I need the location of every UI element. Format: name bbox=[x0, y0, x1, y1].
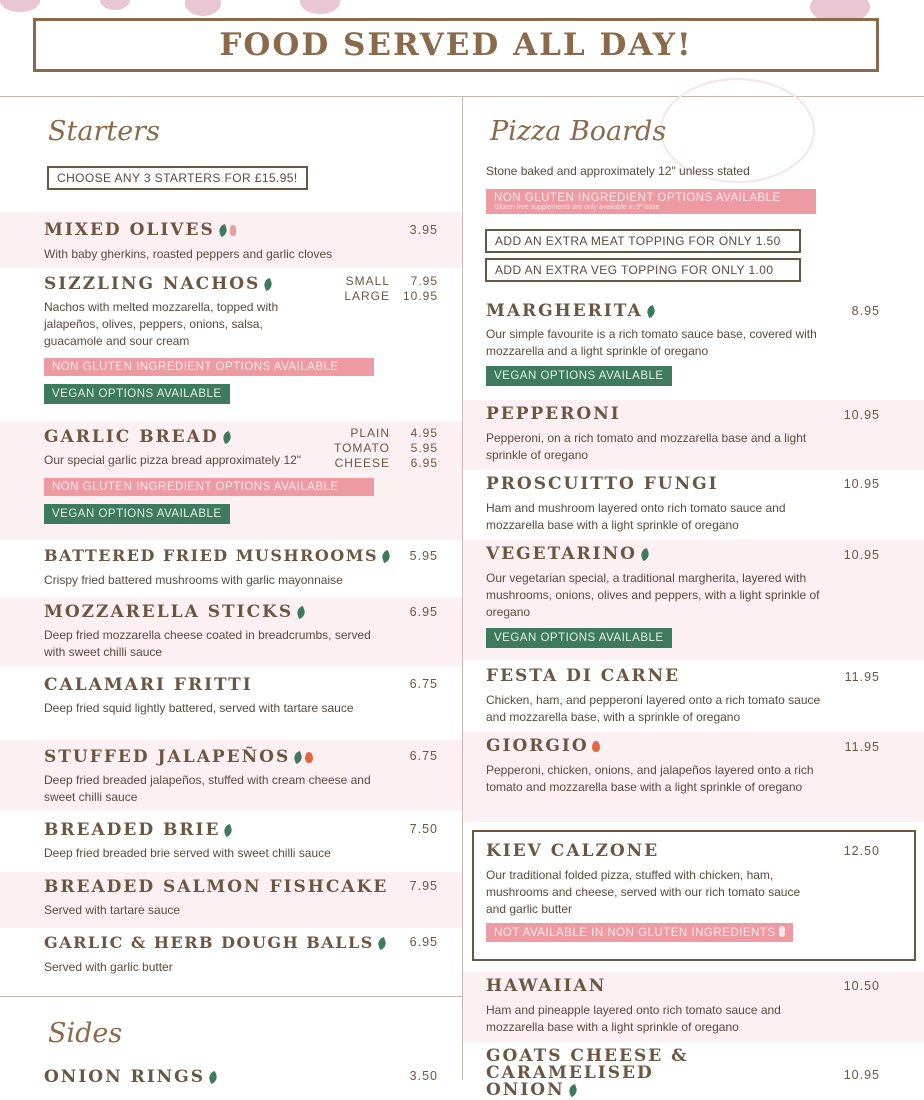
item-price: 12.50 bbox=[843, 844, 880, 858]
vegan-tag: VEGAN OPTIONS AVAILABLE bbox=[486, 366, 672, 386]
non-gluten-tag: NON GLUTEN INGREDIENT OPTIONS AVAILABLE bbox=[44, 478, 374, 496]
item-desc: Ham and pineapple layered onto rich tomato sauce and mozzarella base with a light sprinkle of oregano bbox=[486, 1003, 781, 1034]
starters-title: Starters bbox=[48, 116, 160, 147]
item-price: 10.50 bbox=[843, 979, 880, 993]
leaf-icon bbox=[645, 305, 656, 318]
menu-item bbox=[0, 212, 462, 268]
item-prices: 4.95 5.95 6.95 bbox=[410, 426, 438, 470]
vegan-tag: VEGAN OPTIONS AVAILABLE bbox=[486, 628, 672, 648]
item-price: 3.95 bbox=[409, 223, 438, 237]
item-price: 10.95 bbox=[843, 477, 880, 491]
item-price: 7.50 bbox=[409, 822, 438, 836]
leaf-icon bbox=[639, 548, 650, 561]
item-desc: Our vegetarian special, a traditional margherita, layered with mushrooms, onions, olives and peppers, with a light sprinkle of oregano bbox=[486, 571, 820, 619]
wheat-icon bbox=[230, 225, 236, 236]
item-price: 3.50 bbox=[409, 1069, 438, 1083]
item-desc: Chicken, ham, and pepperoni layered onto a rich tomato sauce and mozzarella base, with a sprinkle of oregano bbox=[486, 693, 821, 724]
item-price: 11.95 bbox=[844, 670, 880, 684]
item-desc: Served with tartare sauce bbox=[44, 903, 181, 917]
menu-item bbox=[0, 666, 462, 740]
menu-item bbox=[463, 1042, 924, 1100]
vegan-tag: VEGAN OPTIONS AVAILABLE bbox=[44, 504, 230, 524]
menu-item bbox=[463, 972, 924, 1042]
menu-item bbox=[0, 1064, 462, 1087]
item-price: 10.95 bbox=[843, 1068, 880, 1082]
item-price: 6.75 bbox=[409, 749, 438, 763]
leaf-icon bbox=[217, 224, 228, 237]
non-gluten-tag: NON GLUTEN INGREDIENT OPTIONS AVAILABLE bbox=[44, 358, 374, 376]
leaf-icon bbox=[293, 751, 304, 764]
item-price: 6.95 bbox=[409, 605, 438, 619]
item-name: BATTERED FRIED MUSHROOMS bbox=[44, 546, 378, 565]
leaf-icon bbox=[380, 550, 391, 563]
leaf-icon bbox=[207, 1071, 218, 1084]
item-desc: Deep fried mozzarella cheese coated in breadcrumbs, served with sweet chilli sauce bbox=[44, 628, 371, 659]
item-desc: Deep fried breaded brie served with sweet chilli sauce bbox=[44, 846, 331, 860]
item-price: 8.95 bbox=[851, 304, 880, 318]
item-price: 6.75 bbox=[409, 677, 438, 691]
leaf-icon bbox=[223, 824, 234, 837]
banner-title: FOOD SERVED ALL DAY! bbox=[219, 27, 693, 63]
extra-veg-box: ADD AN EXTRA VEG TOPPING FOR ONLY 1.00 bbox=[485, 258, 801, 282]
blossom-decoration bbox=[0, 0, 40, 12]
item-price: 5.95 bbox=[409, 549, 438, 563]
item-price: 10.95 bbox=[843, 408, 880, 422]
menu-item bbox=[0, 598, 462, 666]
menu-item bbox=[0, 928, 462, 992]
item-name: GIORGIO bbox=[486, 736, 589, 756]
menu-item bbox=[0, 268, 462, 422]
menu-item bbox=[463, 660, 924, 732]
leaf-icon bbox=[296, 606, 307, 619]
menu-item bbox=[0, 540, 462, 598]
item-price: 10.95 bbox=[843, 548, 880, 562]
leaf-icon bbox=[221, 431, 232, 444]
blossom-decoration bbox=[300, 0, 340, 14]
item-name: FESTA DI CARNE bbox=[486, 666, 681, 686]
item-desc: Our traditional folded pizza, stuffed with chicken, ham, mushrooms and cheese, served with our rich tomato sauce and garlic butter bbox=[486, 868, 801, 916]
sides-title: Sides bbox=[48, 1018, 122, 1049]
menu-item bbox=[0, 422, 462, 540]
vegan-tag: VEGAN OPTIONS AVAILABLE bbox=[44, 384, 230, 404]
item-desc: Crispy fried battered mushrooms with garlic mayonnaise bbox=[44, 573, 343, 587]
not-available-tag: NOT AVAILABLE IN NON GLUTEN INGREDIENTS bbox=[486, 923, 793, 942]
item-name: VEGETARINO bbox=[486, 544, 637, 564]
extra-meat-box: ADD AN EXTRA MEAT TOPPING FOR ONLY 1.50 bbox=[485, 229, 801, 253]
item-name: GARLIC & HERB DOUGH BALLS bbox=[44, 933, 374, 952]
item-name: GOATS CHEESE & CARAMELISED ONION bbox=[486, 1046, 689, 1100]
menu-item bbox=[463, 400, 924, 470]
item-desc: Served with garlic butter bbox=[44, 960, 173, 974]
item-name: STUFFED JALAPEÑOS bbox=[44, 747, 291, 767]
starters-deal: CHOOSE ANY 3 STARTERS FOR £15.95! bbox=[47, 166, 308, 190]
item-desc: Ham and mushroom layered onto rich tomato sauce and mozzarella base with a light sprinkle of oregano bbox=[486, 501, 786, 532]
calzone-box bbox=[472, 830, 916, 961]
item-name: ONION RINGS bbox=[44, 1067, 205, 1087]
item-price: 11.95 bbox=[844, 740, 880, 754]
divider bbox=[0, 996, 462, 997]
menu-item bbox=[0, 740, 462, 810]
item-price: 6.95 bbox=[409, 935, 438, 949]
item-name: MARGHERITA bbox=[486, 301, 643, 321]
menu-item bbox=[463, 540, 924, 660]
item-desc: Pepperoni, chicken, onions, and jalapeños layered onto a rich tomato and mozzarella base with a light sprinkle of oregano bbox=[486, 763, 814, 794]
item-name: PEPPERONI bbox=[486, 404, 621, 424]
item-desc: Deep fried breaded jalapeños, stuffed with cream cheese and sweet chilli sauce bbox=[44, 773, 371, 804]
banner bbox=[33, 18, 879, 72]
item-name: HAWAIIAN bbox=[486, 976, 607, 996]
blossom-decoration bbox=[100, 0, 130, 10]
menu-item bbox=[463, 470, 924, 540]
menu-item bbox=[463, 732, 924, 822]
item-name: MIXED OLIVES bbox=[44, 220, 215, 240]
menu-item bbox=[463, 294, 924, 400]
item-name: CALAMARI FRITTI bbox=[44, 675, 253, 695]
leaf-icon bbox=[567, 1084, 578, 1097]
leaf-icon bbox=[376, 937, 387, 950]
item-prices: 7.95 10.95 bbox=[402, 274, 438, 303]
item-desc: Deep fried squid lightly battered, served with tartare sauce bbox=[44, 701, 354, 715]
item-sizes: PLAIN TOMATO CHEESE bbox=[333, 426, 390, 470]
chili-icon bbox=[592, 741, 600, 752]
menu-item bbox=[0, 872, 462, 928]
pizza-intro: Stone baked and approximately 12" unless stated bbox=[486, 164, 750, 178]
item-name: KIEV CALZONE bbox=[486, 841, 660, 861]
item-desc: Pepperoni, on a rich tomato and mozzarella base and a light sprinkle of oregano bbox=[486, 431, 807, 462]
non-gluten-tag: NON GLUTEN INGREDIENT OPTIONS AVAILABLE Gluten free supplements are only available in 9" base bbox=[486, 189, 816, 214]
item-name: SIZZLING NACHOS bbox=[44, 274, 261, 294]
item-desc: With baby gherkins, roasted peppers and garlic cloves bbox=[44, 247, 333, 261]
item-desc: Nachos with melted mozzarella, topped with jalapeños, olives, peppers, onions, salsa, guacamole and sour cream bbox=[44, 300, 279, 348]
item-name: BREADED BRIE bbox=[44, 820, 221, 840]
item-name: MOZZARELLA STICKS bbox=[44, 602, 294, 622]
menu-item bbox=[0, 810, 462, 872]
item-name: PROSCUITTO FUNGI bbox=[486, 474, 719, 494]
item-price: 7.95 bbox=[409, 879, 438, 893]
item-name: BREADED SALMON FISHCAKE bbox=[44, 877, 389, 897]
pizza-title: Pizza Boards bbox=[490, 116, 666, 147]
blossom-decoration bbox=[185, 0, 221, 16]
item-name: GARLIC BREAD bbox=[44, 427, 219, 447]
item-desc: Our special garlic pizza bread approximately 12" bbox=[44, 453, 302, 467]
item-sizes: SMALL LARGE bbox=[344, 274, 390, 303]
item-desc: Our simple favourite is a rich tomato sauce base, covered with mozzarella and a light sprinkle of oregano bbox=[486, 327, 817, 358]
leaf-icon bbox=[263, 278, 274, 291]
wheat-icon bbox=[779, 926, 785, 937]
chili-icon bbox=[305, 752, 313, 763]
